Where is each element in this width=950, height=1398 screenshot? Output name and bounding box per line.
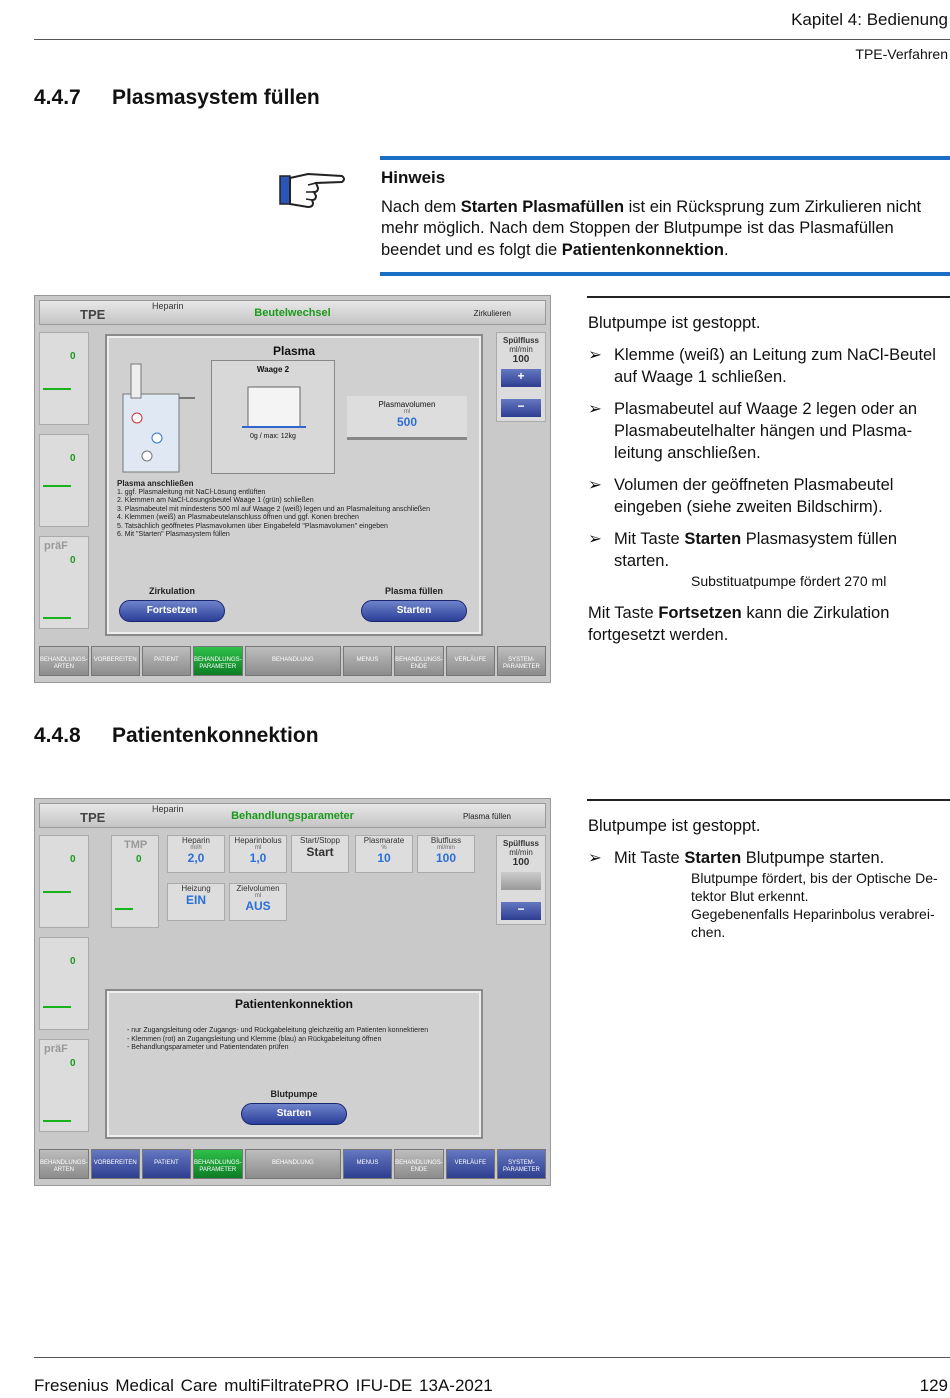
note-box: [381, 167, 950, 261]
gauge-label: präF: [44, 1043, 68, 1055]
step-bold: Starten: [684, 530, 742, 548]
section-title: Plasmasystem füllen: [112, 86, 320, 109]
section-number: 4.4.8: [34, 724, 81, 747]
increase-button[interactable]: +: [501, 369, 541, 387]
note-rule-top: [380, 156, 950, 160]
param-start-stop[interactable]: [291, 835, 349, 873]
step-3: ➢ Volumen der geöffneten Plasmabeutel eingeben (siehe zweiten Bildschirm).: [588, 474, 950, 518]
section-title: Patientenkonnektion: [112, 724, 319, 747]
pressure-gauge-venous: [39, 434, 89, 527]
text-rule-2: [587, 799, 950, 801]
pointing-hand-icon: [278, 166, 346, 212]
footer-text: Fresenius Medical Care multiFiltratePRO IFU-DE 13A-2021: [34, 1376, 493, 1395]
nav-history[interactable]: VERLÄUFE: [446, 1149, 495, 1179]
note-title: Hinweis: [381, 168, 446, 187]
status-text: Blutpumpe ist gestoppt.: [588, 817, 761, 835]
section-number: 4.4.7: [34, 86, 81, 109]
step-1: [588, 847, 950, 869]
side-title: Spülfluss: [502, 839, 539, 848]
gauge-value: 0: [136, 854, 142, 865]
mode-title: Behandlungsparameter: [231, 810, 354, 822]
status-text: Blutpumpe ist gestoppt.: [588, 314, 761, 332]
instruction-list: [127, 1027, 457, 1053]
param-label: Heparin: [181, 836, 210, 845]
device-illustration: [117, 358, 197, 478]
param-unit: ml: [254, 893, 262, 899]
nav-treatment-params[interactable]: BEHANDLUNGS-PARAMETER: [193, 646, 243, 676]
param-unit: ml/h: [190, 845, 202, 851]
start-blood-pump-button[interactable]: Starten: [241, 1103, 347, 1125]
param-value: Start: [306, 845, 334, 859]
param-value: EIN: [185, 893, 206, 907]
nav-prepare[interactable]: VORBEREITEN: [91, 646, 140, 676]
list-item: - Behandlungsparameter und Patientendaten prüfen: [127, 1044, 289, 1051]
param-heparin[interactable]: [167, 835, 225, 873]
gauge-value: 0: [70, 1058, 76, 1069]
param-label: Start/Stopp: [299, 836, 341, 845]
nav-history[interactable]: VERLÄUFE: [446, 646, 495, 676]
nav-treatment-types[interactable]: BEHANDLUNGS-ARTEN: [39, 1149, 89, 1179]
param-plasma-rate[interactable]: [355, 835, 413, 873]
note-rule-bottom: [380, 272, 950, 276]
gauge-value: 0: [70, 555, 76, 566]
nav-treatment-end[interactable]: BEHANDLUNGS-ENDE: [394, 1149, 444, 1179]
nav-prepare[interactable]: VORBEREITEN: [91, 1149, 140, 1179]
param-target-volume[interactable]: [229, 883, 287, 921]
plasma-panel: [105, 334, 483, 636]
param-value: 1,0: [249, 851, 267, 865]
volume-unit: ml: [403, 409, 411, 415]
start-plasma-fill-button[interactable]: Starten: [361, 600, 467, 622]
step-1: ➢ Klemme (weiß) an Leitung zum NaCl-Beutel auf Waage 1 schließen.: [588, 344, 950, 388]
para-text: Mit Taste: [588, 604, 659, 622]
gauge-marker: [43, 485, 71, 487]
para-text: kann die Zirkulation fortgesetzt werden.: [588, 604, 890, 644]
step-1-note-a: Blutpumpe fördert, bis der Optische Detektor Blut erkennt.: [691, 870, 938, 904]
status-right: Plasma füllen: [462, 812, 511, 821]
param-unit: %: [381, 845, 387, 851]
param-label: Plasmarate: [363, 836, 405, 845]
instructions-447: [588, 312, 950, 656]
scale-box: [211, 360, 335, 474]
gauge-marker: [115, 908, 133, 910]
gauge-marker: [43, 891, 71, 893]
step-text: Mit Taste: [614, 530, 685, 548]
param-label: Heparinbolus: [234, 836, 282, 845]
continue-button[interactable]: Fortsetzen: [119, 600, 225, 622]
volume-value: 500: [396, 415, 418, 429]
step-4: [588, 528, 950, 572]
param-label: Blutfluss: [430, 836, 462, 845]
therapy-label: TPE: [80, 307, 106, 322]
pressure-gauge-arterial: [39, 332, 89, 425]
list-item: - Klemmen (rot) an Zugangsleitung und Klemme (blau) an Rückgabeleitung öffnen: [127, 1035, 382, 1043]
continue-text: [588, 602, 950, 646]
step-4-note: Substituatpumpe fördert 270 ml: [691, 573, 887, 589]
gauge-marker: [43, 388, 71, 390]
gauge-value: 0: [70, 956, 76, 967]
nav-treatment-types[interactable]: BEHANDLUNGS-ARTEN: [39, 646, 89, 676]
screenshot-patientenkonnektion: [34, 798, 551, 1186]
step-text: Blutpumpe starten.: [741, 849, 885, 867]
list-title: Plasma anschließen: [117, 479, 194, 488]
para-bold: Fortsetzen: [658, 604, 742, 622]
pressure-gauge-pref: [39, 536, 89, 629]
instruction-list: [117, 480, 447, 540]
pressure-gauge-arterial: [39, 835, 89, 928]
param-value: 100: [435, 851, 457, 865]
note-bold-1: Starten Plasmafüllen: [460, 197, 625, 216]
list-item: 6. Mit "Starten" Plasmasystem füllen: [117, 531, 230, 538]
note-bold-2: Patientenkonnektion: [561, 240, 725, 259]
step-1-note-b: Gegebenenfalls Heparinbolus verabreichen.: [691, 906, 935, 940]
screen-title-bar: [39, 300, 546, 325]
screen-title-bar: [39, 803, 546, 828]
pressure-gauge-pref: [39, 1039, 89, 1132]
footer-rule: [34, 1357, 950, 1358]
nav-menus[interactable]: MENUS: [343, 646, 392, 676]
nav-treatment-end[interactable]: BEHANDLUNGS-ENDE: [394, 646, 444, 676]
section-heading-448: [34, 724, 319, 748]
decrease-button[interactable]: −: [501, 902, 541, 920]
section-header: TPE-Verfahren: [855, 46, 948, 62]
list-item: 5. Tatsächlich geöffnetes Plasmavolumen über Eingabefeld "Plasmavolumen" eingeben: [117, 522, 388, 530]
side-unit: ml/min: [509, 848, 533, 857]
gauge-marker: [43, 617, 71, 619]
param-blood-flow[interactable]: [417, 835, 475, 873]
plasma-volume-field[interactable]: [347, 396, 467, 440]
param-unit: ml/min: [437, 845, 455, 851]
section-heading-447: [34, 86, 320, 110]
gauge-value: 0: [70, 453, 76, 464]
nav-patient[interactable]: PATIENT: [142, 1149, 191, 1179]
nav-treatment[interactable]: BEHANDLUNG: [245, 1149, 341, 1179]
connection-panel: [105, 989, 483, 1139]
tmp-gauge: [111, 835, 159, 928]
param-value: 2,0: [187, 851, 205, 865]
nav-treatment-params[interactable]: BEHANDLUNGS-PARAMETER: [193, 1149, 243, 1179]
scale-label: Waage 2: [256, 365, 290, 374]
header-rule: [34, 39, 950, 40]
blood-pump-label: Blutpumpe: [270, 1089, 318, 1099]
step-bold: Starten: [684, 849, 742, 867]
gauge-marker: [43, 1120, 71, 1122]
side-unit: ml/min: [509, 345, 533, 354]
increase-button[interactable]: [501, 872, 541, 890]
panel-title: Patientenkonnektion: [234, 997, 353, 1011]
bottom-nav-bar: [39, 1149, 546, 1179]
page-number: 129: [919, 1376, 948, 1395]
step-text: Plasmasystem füllen starten.: [614, 530, 898, 570]
nav-system-params[interactable]: SYSTEM-PARAMETER: [497, 1149, 546, 1179]
param-heparin-bolus[interactable]: [229, 835, 287, 873]
chapter-header: Kapitel 4: Bedienung: [791, 10, 948, 29]
therapy-label: TPE: [80, 810, 106, 825]
text-rule-1: [587, 296, 950, 298]
heparin-label: Heparin: [152, 301, 184, 311]
plasma-fill-label: Plasma füllen: [384, 586, 444, 596]
side-title: Spülfluss: [502, 336, 539, 345]
gauge-value: 0: [70, 351, 76, 362]
list-item: - nur Zugangsleitung oder Zugangs- und Rückgabeleitung gleichzeitig am Patienten konnektieren: [127, 1027, 429, 1034]
heparin-label: Heparin: [152, 804, 184, 814]
circulation-label: Zirkulation: [148, 586, 195, 596]
side-value: 100: [512, 857, 530, 868]
param-label: Zielvolumen: [236, 884, 280, 893]
param-unit: ml: [254, 845, 262, 851]
list-item: 2. Klemmen am NaCl-Lösungsbeutel Waage 1 (grün) schließen: [117, 497, 314, 504]
nav-menus[interactable]: MENUS: [343, 1149, 392, 1179]
step-text: Mit Taste: [614, 849, 685, 867]
step-2: ➢ Plasmabeutel auf Waage 2 legen oder an Plasmabeutelhalter hängen und Plasmaleitung anschließen.: [588, 398, 950, 464]
side-value: 100: [512, 354, 530, 365]
gauge-value: 0: [70, 854, 76, 865]
decrease-button[interactable]: −: [501, 399, 541, 417]
screenshot-beutelwechsel: [34, 295, 551, 683]
pressure-gauge-venous: [39, 937, 89, 1030]
nav-patient[interactable]: PATIENT: [142, 646, 191, 676]
nav-treatment[interactable]: BEHANDLUNG: [245, 646, 341, 676]
list-item: 4. Klemmen (weiß) an Plasmabeutelanschluss öffnen und ggf. Konen brechen: [117, 514, 359, 521]
panel-title: Plasma: [272, 344, 316, 358]
param-label: Heizung: [181, 884, 211, 893]
rinse-flow-control: [496, 835, 546, 925]
note-text-2: ist ein Rücksprung zum Zirkulieren nicht mehr möglich. Nach dem Stoppen der Blutpumpe ist das Plasmafüllen beendet und es folgt die: [381, 197, 922, 259]
param-value: 10: [377, 851, 391, 865]
param-value: AUS: [245, 899, 271, 913]
note-text-1: Nach dem: [381, 197, 461, 216]
instructions-448: [588, 815, 950, 941]
mode-title: Beutelwechsel: [254, 307, 331, 319]
rinse-flow-control: [496, 332, 546, 422]
status-right: Zirkulieren: [473, 309, 511, 318]
gauge-marker: [43, 1006, 71, 1008]
list-item: 3. Plasmabeutel mit mindestens 500 ml auf Waage 2 (weiß) legen und an Plasmaleitung anschließen: [117, 505, 430, 513]
nav-system-params[interactable]: SYSTEM-PARAMETER: [497, 646, 546, 676]
bottom-nav-bar: [39, 646, 546, 676]
gauge-label: präF: [44, 540, 68, 552]
gauge-label: TMP: [124, 839, 148, 851]
param-heating[interactable]: [167, 883, 225, 921]
scale-range: 0g / max: 12kg: [250, 433, 296, 440]
note-text-3: .: [724, 240, 729, 259]
list-item: 1. ggf. Plasmaleitung mit NaCl-Lösung entlüften: [117, 488, 266, 496]
volume-label: Plasmavolumen: [378, 400, 436, 409]
